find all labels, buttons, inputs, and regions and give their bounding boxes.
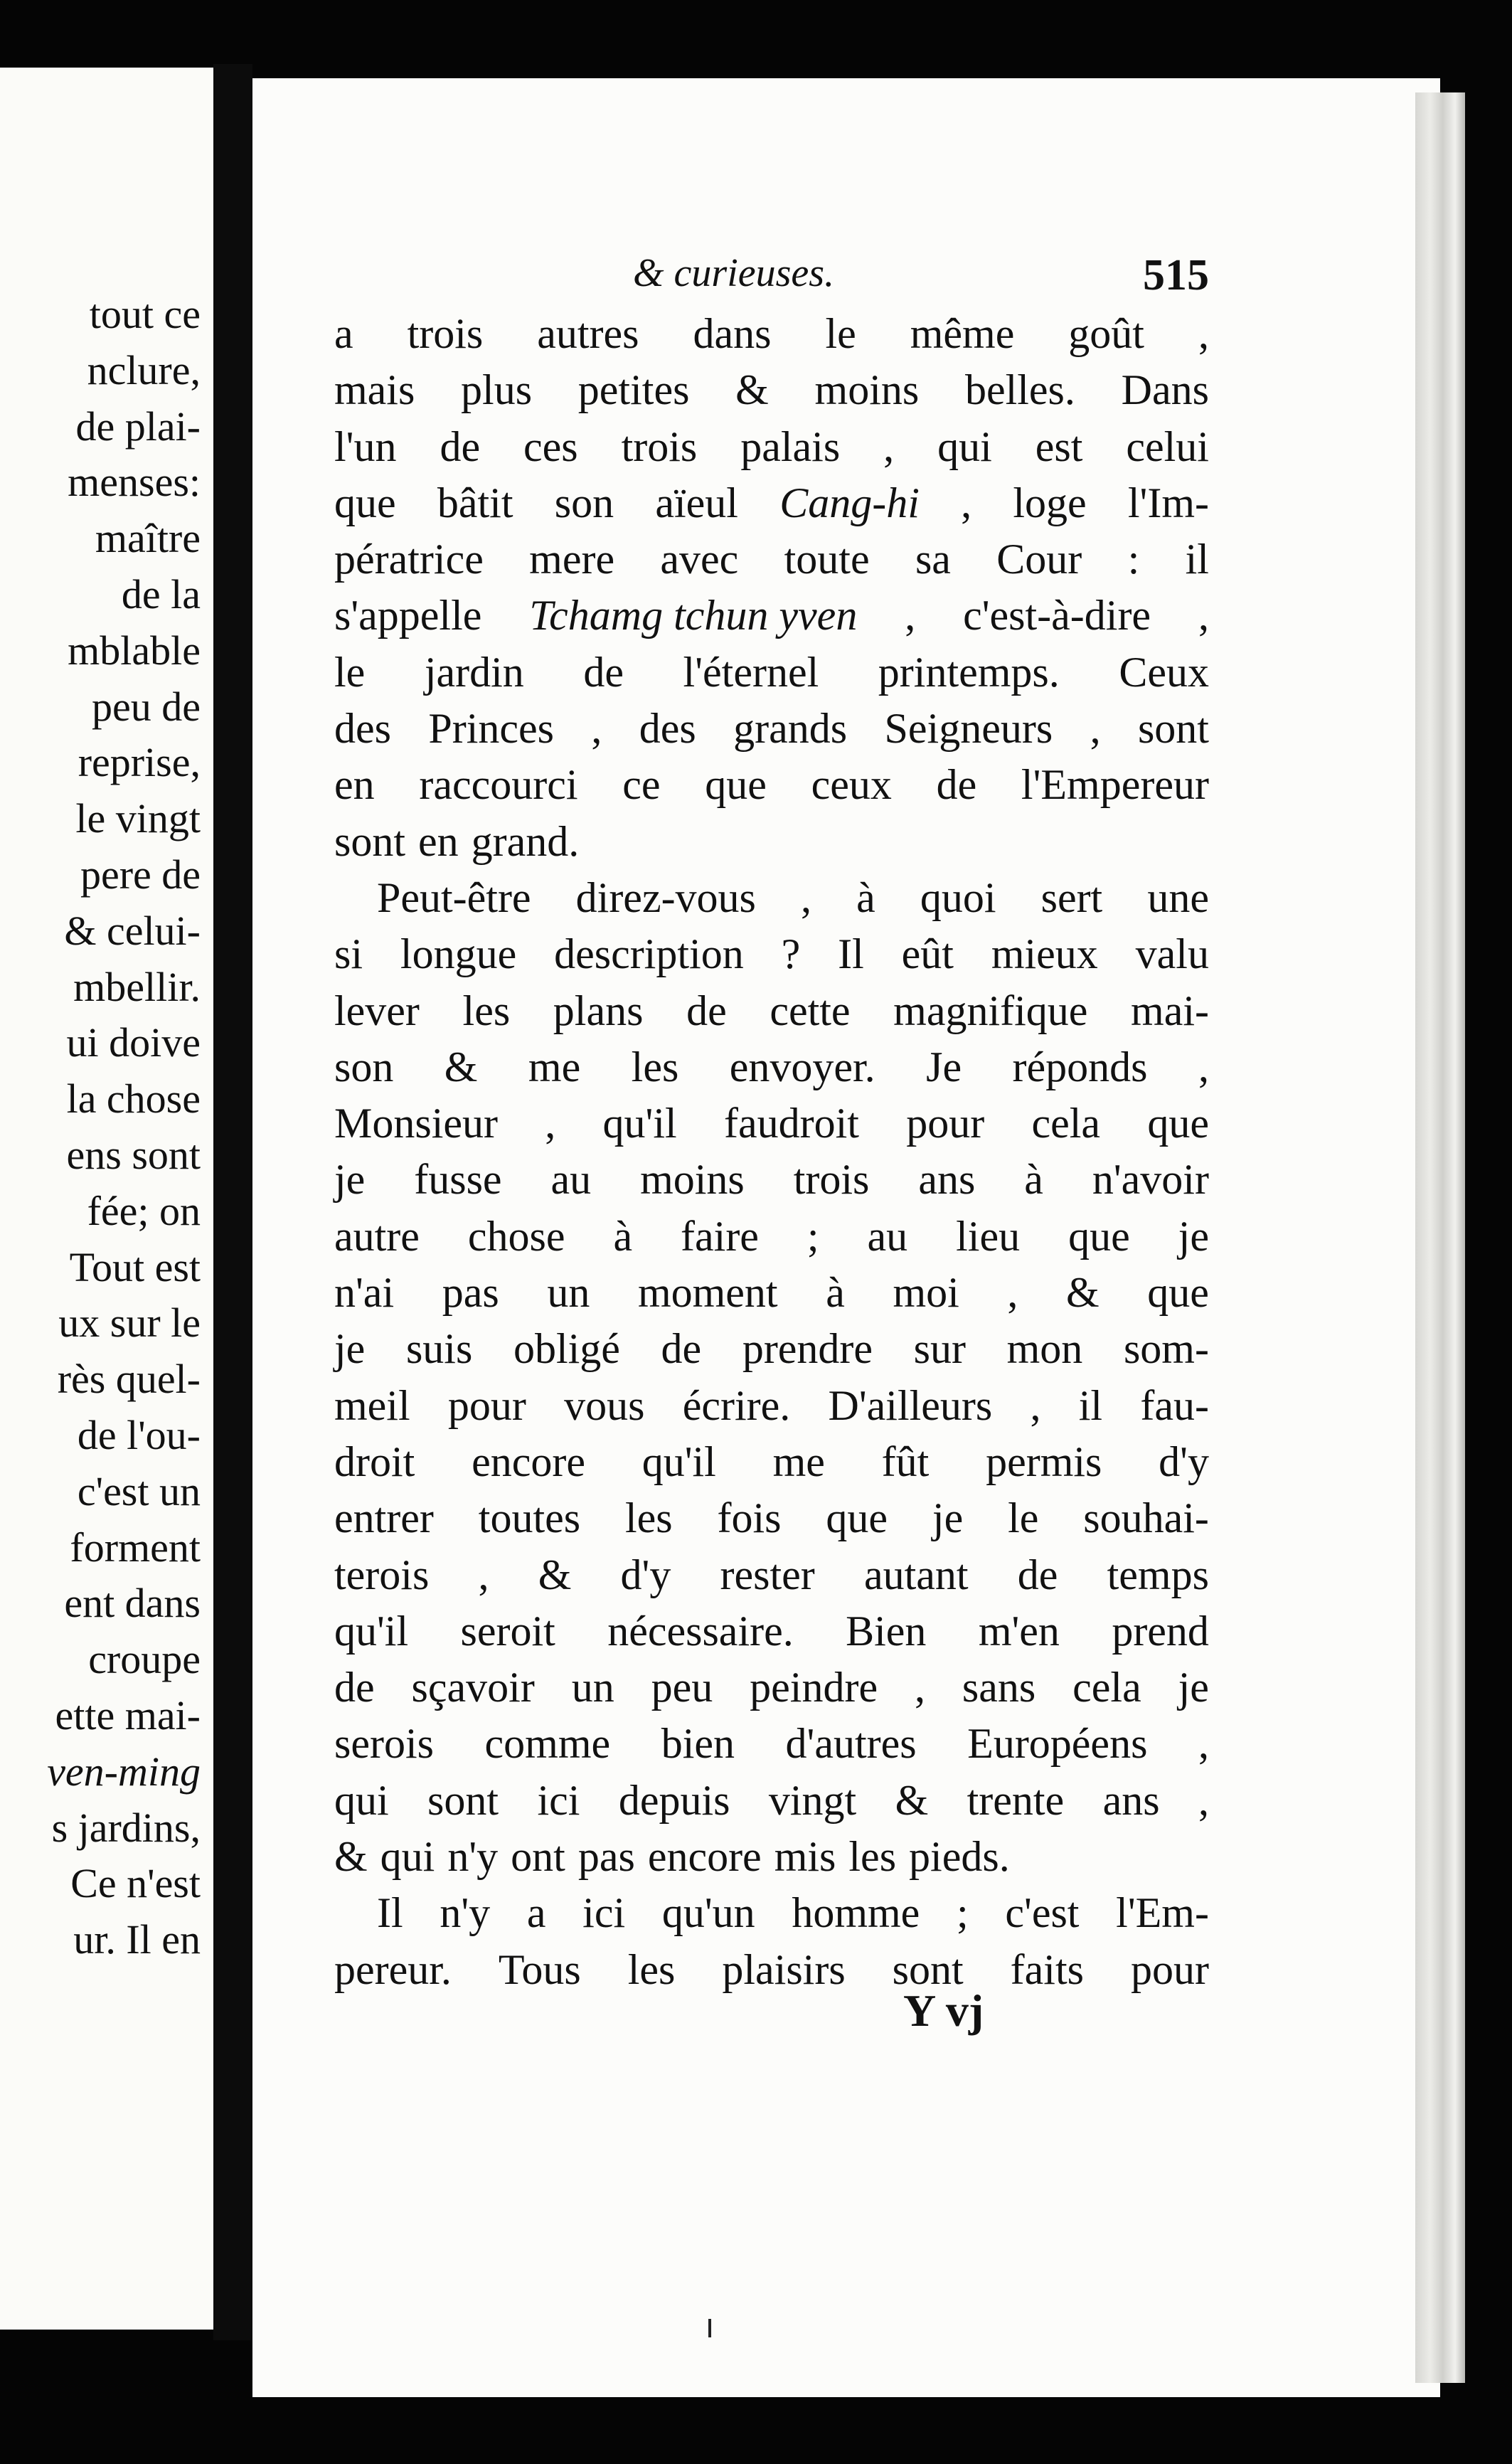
word: ; (957, 1889, 969, 1937)
word: c'est (1005, 1889, 1080, 1937)
word: , (1090, 705, 1101, 753)
word: pas (442, 1269, 499, 1317)
word: vingt (768, 1776, 857, 1824)
word: encore (647, 1833, 762, 1881)
word: n'y (440, 1889, 491, 1937)
word: Je (926, 1043, 962, 1090)
left-page-line: ui doive (66, 1019, 201, 1066)
word: moins (640, 1156, 745, 1204)
word: me (772, 1438, 825, 1485)
word: autant (863, 1551, 969, 1598)
word: son (334, 1043, 394, 1090)
word: je (1178, 1212, 1209, 1260)
word: cette (770, 987, 851, 1034)
word: n'ai (334, 1269, 395, 1317)
word: valu (1135, 930, 1209, 978)
signature-mark: Y vj (903, 1985, 984, 2036)
word: peindre (750, 1664, 878, 1711)
text-line (334, 1490, 1209, 1546)
word: & (735, 366, 769, 414)
word: si (334, 930, 363, 978)
word: & (1066, 1269, 1100, 1317)
word: avec (660, 536, 739, 583)
word: entrer (334, 1494, 434, 1542)
text-line (334, 1603, 1209, 1660)
word: , (915, 1664, 925, 1711)
word: ans (1102, 1776, 1160, 1824)
word: , (801, 873, 811, 921)
word: bien (661, 1720, 735, 1768)
word: petites (577, 366, 690, 414)
left-page-text (0, 287, 201, 1968)
word: l'Empereur (1021, 761, 1209, 809)
word: pour (906, 1100, 985, 1147)
word: Dans (1121, 366, 1209, 414)
left-page-line: la chose (66, 1076, 201, 1122)
word: terois (334, 1551, 430, 1598)
word: droit (334, 1438, 415, 1485)
word: n'y (447, 1833, 499, 1881)
word: description (554, 930, 744, 978)
word: Il (377, 1889, 403, 1937)
word: que (1068, 1212, 1130, 1260)
word: goût (1068, 310, 1144, 357)
word: le (334, 648, 366, 696)
word: grand. (471, 817, 580, 865)
left-page-line: ur. Il en (73, 1916, 201, 1963)
word: mon (1006, 1325, 1083, 1373)
word: je (334, 1156, 366, 1204)
word: moins (814, 366, 920, 414)
text-line (334, 1829, 1209, 1885)
word: & (334, 1833, 368, 1881)
text-line (334, 1434, 1209, 1490)
word: plaisirs (722, 1945, 846, 1993)
left-page-line: Tout est (69, 1243, 201, 1290)
word: lever (334, 987, 420, 1034)
body-text (334, 306, 1209, 1998)
text-line (334, 1716, 1209, 1772)
page-header (334, 250, 1209, 300)
word: sont (1137, 705, 1209, 753)
text-line (334, 419, 1209, 475)
word: l'Im- (1127, 479, 1209, 526)
word: pieds. (909, 1833, 1010, 1881)
word: faire (681, 1212, 759, 1260)
word: pereur. (334, 1945, 452, 1993)
word: a (526, 1889, 546, 1937)
word: que (826, 1494, 888, 1542)
word: les (627, 1945, 676, 1993)
word: sert (1040, 873, 1103, 921)
word: chose (467, 1212, 565, 1260)
text-line (334, 757, 1209, 813)
word: de (1017, 1551, 1058, 1598)
text-line (334, 1885, 1209, 1941)
word: sa (915, 536, 951, 583)
word: encore (472, 1438, 585, 1485)
word: moment (637, 1269, 778, 1317)
word: som- (1123, 1325, 1209, 1373)
word: pour (447, 1381, 526, 1429)
word: , (1198, 1776, 1209, 1824)
text-line (334, 1773, 1209, 1829)
word: que (1147, 1100, 1209, 1147)
word: des (639, 705, 696, 753)
word: moi (893, 1269, 959, 1317)
text-line (334, 531, 1209, 588)
word: me (528, 1043, 581, 1090)
word: l'éternel (683, 648, 819, 696)
word: Cour (996, 536, 1082, 583)
word: de (686, 987, 727, 1034)
word: a (334, 310, 353, 357)
word: son (554, 479, 614, 526)
word: pour (1130, 1945, 1209, 1993)
left-page-line: Ce n'est (70, 1860, 201, 1907)
text-line (334, 306, 1209, 362)
word: permis (986, 1438, 1102, 1485)
word: je (932, 1494, 964, 1542)
word: qui (937, 423, 992, 470)
word: sans (962, 1664, 1036, 1711)
word: eût (901, 930, 954, 978)
word: Peut-être (377, 873, 531, 921)
left-page-line: fée; on (87, 1187, 201, 1234)
word: fois (717, 1494, 782, 1542)
left-page-line: de l'ou- (77, 1411, 201, 1458)
word: en (418, 817, 459, 865)
word: , (545, 1100, 556, 1147)
word: obligé (513, 1325, 620, 1373)
left-page-line: rès quel- (57, 1356, 201, 1403)
word: seroit (460, 1607, 555, 1655)
word: envoyer. (729, 1043, 875, 1090)
word: à (1024, 1156, 1043, 1204)
word: meil (334, 1381, 410, 1429)
word: même (910, 310, 1015, 357)
word: Princes (428, 705, 555, 753)
word: magnifique (893, 987, 1088, 1034)
text-line (334, 1321, 1209, 1377)
word: à (856, 873, 875, 921)
word: qui (380, 1833, 435, 1881)
word: trois (407, 310, 484, 357)
text-line (334, 926, 1209, 982)
word: mieux (991, 930, 1098, 978)
word: que (705, 761, 767, 809)
word: Bien (846, 1607, 927, 1655)
left-page-line: maître (95, 515, 201, 562)
word: D'ailleurs (828, 1381, 993, 1429)
word: printemps. (878, 648, 1060, 696)
word: qu'un (661, 1889, 755, 1937)
word: un (547, 1269, 590, 1317)
word: serois (334, 1720, 434, 1768)
word: sçavoir (411, 1664, 535, 1711)
left-page-line: pere de (80, 851, 201, 898)
word: un (571, 1664, 614, 1711)
word: sont (427, 1776, 499, 1824)
word: fût (881, 1438, 930, 1485)
left-page-line: ens sont (66, 1131, 201, 1178)
word: mis (774, 1833, 836, 1881)
word: & (444, 1043, 478, 1090)
left-page-line: ent dans (64, 1580, 201, 1627)
word: longue (400, 930, 517, 978)
word: plans (553, 987, 644, 1034)
left-page-line: ette mai- (55, 1692, 201, 1738)
word: au (550, 1156, 592, 1204)
left-page-line: reprise, (78, 739, 201, 786)
word: que (334, 479, 396, 526)
word: faits (1010, 1945, 1084, 1993)
word: mai- (1131, 987, 1209, 1034)
word: de (936, 761, 977, 809)
text-line (334, 1095, 1209, 1152)
word: vous (564, 1381, 645, 1429)
word: s'appelle (334, 592, 482, 639)
word: rester (720, 1551, 815, 1598)
word: des (334, 705, 391, 753)
word: direz-vous (575, 873, 756, 921)
word: autres (537, 310, 639, 357)
word: le (1008, 1494, 1039, 1542)
word: & (538, 1551, 572, 1598)
word: en (334, 761, 375, 809)
word: ceux (811, 761, 892, 809)
word: sur (913, 1325, 967, 1373)
page-edge (1415, 92, 1465, 2383)
text-line (334, 701, 1209, 757)
left-page-line: ven-ming (47, 1748, 201, 1795)
word: sont (892, 1945, 964, 1993)
word: de (583, 648, 624, 696)
word: , (1198, 592, 1209, 639)
text-line (334, 1942, 1209, 1998)
word: aïeul (655, 479, 738, 526)
word: pas (577, 1833, 635, 1881)
word: qu'il (334, 1607, 409, 1655)
word: , (905, 592, 916, 639)
left-page-line: de la (121, 570, 201, 617)
word: il (1185, 536, 1209, 583)
word: Tchamg tchun yven (529, 592, 858, 639)
word: , (1007, 1269, 1018, 1317)
word: ce (622, 761, 661, 809)
word: & (895, 1776, 929, 1824)
book-gutter (213, 64, 252, 2340)
text-line (334, 1265, 1209, 1321)
word: depuis (618, 1776, 730, 1824)
word: de (661, 1325, 702, 1373)
word: de (334, 1664, 375, 1711)
text-line (334, 814, 1209, 870)
word: belles. (964, 366, 1075, 414)
text-line (334, 1378, 1209, 1434)
word: écrire. (682, 1381, 791, 1429)
word: prend (1112, 1607, 1209, 1655)
word: peu (651, 1664, 713, 1711)
word: nécessaire. (607, 1607, 794, 1655)
word: Monsieur (334, 1100, 498, 1147)
word: que (1147, 1269, 1209, 1317)
word: , (883, 423, 895, 470)
word: mais (334, 366, 415, 414)
word: est (1035, 423, 1083, 470)
left-page-line: s jardins, (51, 1804, 201, 1851)
word: bâtit (437, 479, 513, 526)
word: d'y (1159, 1438, 1209, 1485)
word: d'y (620, 1551, 671, 1598)
word: souhai- (1083, 1494, 1209, 1542)
left-page (0, 68, 213, 2330)
word: Il (838, 930, 864, 978)
page-number: 515 (1143, 251, 1209, 299)
word: grands (733, 705, 848, 753)
left-page-line: mblable (68, 627, 201, 674)
left-page-line: ux sur le (58, 1300, 201, 1347)
word: les (848, 1833, 897, 1881)
left-page-line: peu de (92, 683, 201, 730)
word: c'est-à-dire (963, 592, 1151, 639)
word: fusse (414, 1156, 502, 1204)
word: m'en (978, 1607, 1060, 1655)
word: , (591, 705, 602, 753)
word: les (462, 987, 511, 1034)
word: de (440, 423, 481, 470)
text-line (334, 475, 1209, 531)
word: prendre (742, 1325, 873, 1373)
word: celui (1126, 423, 1209, 470)
word: quoi (920, 873, 996, 921)
ink-speck (708, 2319, 711, 2337)
left-page-line: tout ce (89, 291, 201, 337)
text-line (334, 870, 1209, 926)
word: , (478, 1551, 489, 1598)
left-page-line: de plai- (75, 403, 201, 450)
text-line (334, 362, 1209, 418)
word: qu'il (641, 1438, 716, 1485)
text-line (334, 983, 1209, 1039)
text-line (334, 1152, 1209, 1208)
word: réponds (1012, 1043, 1148, 1090)
text-line (334, 1547, 1209, 1603)
word: les (631, 1043, 679, 1090)
text-line (334, 1039, 1209, 1095)
word: trente (967, 1776, 1065, 1824)
word: fau- (1140, 1381, 1209, 1429)
word: mere (529, 536, 615, 583)
word: toutes (478, 1494, 581, 1542)
word: Européens (967, 1720, 1148, 1768)
word: l'un (334, 423, 397, 470)
word: une (1147, 873, 1209, 921)
word: , (1198, 310, 1209, 357)
word: Tous (498, 1945, 581, 1993)
word: au (867, 1212, 908, 1260)
text-line (334, 1209, 1209, 1265)
text-line (334, 588, 1209, 644)
left-page-line: c'est un (77, 1467, 201, 1514)
text-line (334, 1660, 1209, 1716)
word: ; (806, 1212, 819, 1260)
left-page-line: & celui- (64, 907, 201, 954)
word: plus (461, 366, 533, 414)
word: sont (334, 817, 406, 865)
word: ici (537, 1776, 580, 1824)
word: dans (693, 310, 772, 357)
word: palais (740, 423, 841, 470)
left-page-line: forment (70, 1524, 201, 1571)
word: ces (523, 423, 578, 470)
word: , (1198, 1720, 1209, 1768)
word: l'Em- (1116, 1889, 1209, 1937)
word: trois (621, 423, 698, 470)
word: , (961, 479, 972, 526)
word: , (1198, 1043, 1209, 1090)
word: : (1127, 536, 1140, 583)
word: ont (511, 1833, 565, 1881)
left-page-line: croupe (88, 1636, 201, 1683)
word: faudroit (723, 1100, 859, 1147)
text-line (334, 644, 1209, 701)
word: trois (793, 1156, 870, 1204)
word: qu'il (602, 1100, 677, 1147)
left-page-line: nclure, (87, 346, 201, 393)
word: raccourci (419, 761, 578, 809)
word: lieu (956, 1212, 1021, 1260)
word: ? (781, 930, 801, 978)
word: à (613, 1212, 633, 1260)
word: d'autres (785, 1720, 917, 1768)
word: loge (1013, 479, 1087, 526)
word: comme (484, 1720, 611, 1768)
left-page-line: menses: (68, 459, 201, 506)
word: le (825, 310, 856, 357)
word: il (1078, 1381, 1103, 1429)
word: je (1178, 1664, 1209, 1711)
word: qui (334, 1776, 389, 1824)
word: homme (792, 1889, 920, 1937)
word: Ceux (1119, 648, 1209, 696)
word: à (826, 1269, 845, 1317)
word: autre (334, 1212, 420, 1260)
word: cela (1031, 1100, 1101, 1147)
word: toute (784, 536, 870, 583)
word: ans (918, 1156, 976, 1204)
word: suis (405, 1325, 473, 1373)
word: temps (1107, 1551, 1209, 1598)
word: Seigneurs (884, 705, 1053, 753)
left-page-line: le vingt (75, 795, 201, 842)
word: , (1030, 1381, 1041, 1429)
word: les (624, 1494, 673, 1542)
word: ici (582, 1889, 626, 1937)
word: pératrice (334, 536, 484, 583)
word: n'avoir (1092, 1156, 1209, 1204)
left-page-line: mbellir. (73, 963, 201, 1010)
word: Cang-hi (779, 479, 920, 526)
running-title: & curieuses. (633, 251, 835, 295)
word: je (334, 1325, 366, 1373)
word: cela (1072, 1664, 1141, 1711)
word: jardin (424, 648, 524, 696)
